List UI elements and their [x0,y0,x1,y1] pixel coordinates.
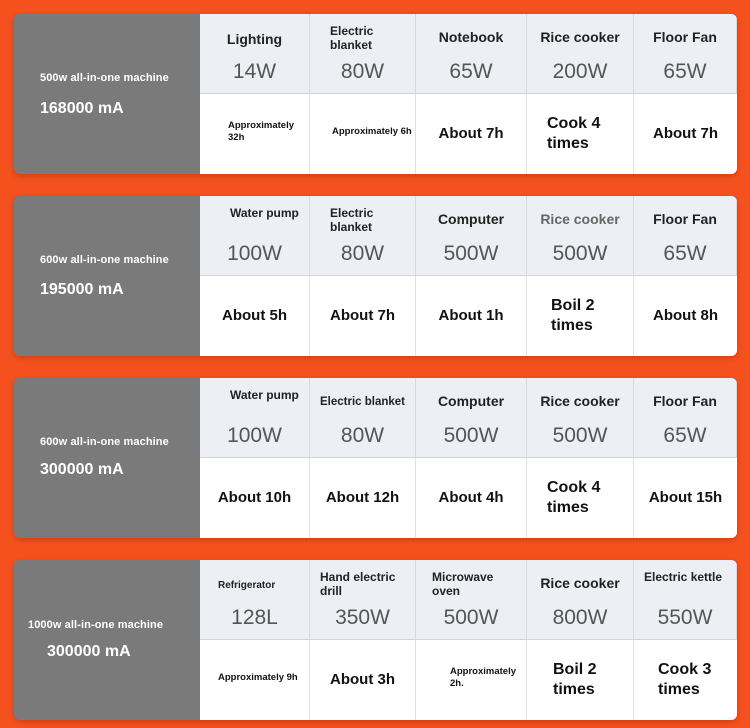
capacity-card [14,378,737,538]
device-runtime-cell [310,640,416,720]
capacity-card [14,14,737,174]
device-header [527,378,634,458]
device-runtime: About 7h [438,125,504,142]
device-header [310,560,416,640]
device-power: 550W [657,606,713,629]
device-runtime-cell [527,458,634,538]
device-header [200,196,310,276]
device-power: 80W [340,242,385,265]
device-header [634,378,737,458]
device-runtime: Cook 4 times [547,479,601,516]
device-power: 80W [340,60,385,83]
machine-model: 500w all-in-one machine [40,72,169,84]
device-grid [200,560,737,720]
machine-label-panel [14,378,200,538]
device-header [634,196,737,276]
device-runtime-cell [527,640,634,720]
device-header [310,196,416,276]
device-power: 350W [335,606,390,629]
battery-capacity: 300000 mA [40,461,124,478]
device-runtime: About 10h [217,489,292,506]
device-power: 65W [663,60,707,83]
machine-model: 1000w all-in-one machine [28,619,164,631]
device-name: Water pump [230,388,299,402]
device-runtime: Boil 2 times [553,661,597,698]
device-runtime: Approximately 2h. [450,666,516,689]
device-runtime: About 12h [325,489,400,506]
device-runtime: About 8h [653,307,718,324]
device-runtime-cell [416,640,527,720]
device-grid [200,14,737,174]
device-runtime-cell [416,458,527,538]
device-name: Computer [437,393,505,409]
device-runtime: Approximately 32h [228,120,294,143]
device-power: 100W [227,424,282,447]
device-runtime: About 4h [438,489,504,506]
device-power: 500W [552,242,608,265]
device-power: 65W [663,242,707,265]
device-runtime-cell [634,458,737,538]
device-header [416,560,527,640]
device-header [634,14,737,94]
device-runtime: Approximately 6h [332,126,412,137]
device-name: Electric blanket [330,206,374,234]
device-name: Hand electric drill [320,570,396,598]
device-header [310,378,416,458]
device-runtime: About 5h [222,307,287,324]
device-name: Microwave oven [432,570,494,598]
device-runtime-cell [527,276,634,356]
device-header [527,14,634,94]
battery-capacity: 168000 mA [40,100,124,117]
device-grid [200,378,737,538]
device-runtime: About 3h [330,671,395,688]
device-name: Electric blanket [330,24,374,52]
device-runtime-cell [310,276,416,356]
device-runtime: About 7h [330,307,395,324]
device-runtime-cell [310,458,416,538]
device-power: 80W [340,424,385,447]
device-name: Rice cooker [540,29,620,45]
device-power: 800W [552,606,608,629]
device-runtime: Approximately 9h [218,672,298,683]
device-header [634,560,737,640]
device-runtime: About 7h [653,125,718,142]
device-runtime: About 15h [648,489,723,506]
device-power: 128L [231,606,278,629]
battery-capacity: 195000 mA [40,281,124,298]
device-header [200,14,310,94]
device-header [527,196,634,276]
device-header [416,196,527,276]
device-header [200,560,310,640]
device-power: 500W [443,242,499,265]
device-runtime-cell [527,94,634,174]
device-runtime-cell [310,94,416,174]
machine-model: 600w all-in-one machine [40,436,169,448]
device-runtime-cell [200,276,310,356]
device-name: Computer [437,211,505,227]
device-power: 500W [443,606,499,629]
device-name: Floor Fan [653,393,717,409]
device-runtime-cell [416,94,527,174]
device-name: Rice cooker [540,393,620,409]
device-runtime-cell [200,458,310,538]
device-power: 500W [443,424,499,447]
device-header [200,378,310,458]
device-name: Floor Fan [653,211,717,227]
device-header [527,560,634,640]
device-power: 100W [227,242,282,265]
battery-capacity: 300000 mA [47,643,131,660]
device-name: Electric kettle [644,570,723,584]
device-power: 14W [232,60,277,83]
device-runtime-cell [416,276,527,356]
device-runtime-cell [634,640,737,720]
device-runtime-cell [200,640,310,720]
machine-label-panel [14,196,200,356]
device-name: Rice cooker [540,211,620,227]
device-power: 65W [663,424,707,447]
device-name: Electric blanket [320,396,406,408]
device-power: 500W [552,424,608,447]
device-header [310,14,416,94]
machine-label-panel [14,14,200,174]
device-runtime-cell [634,276,737,356]
capacity-card [14,560,737,720]
device-name: Refrigerator [218,580,276,591]
device-header [416,14,527,94]
machine-model: 600w all-in-one machine [40,254,169,266]
machine-label-panel [14,560,200,720]
device-runtime: Boil 2 times [551,297,595,334]
device-name: Lighting [226,31,283,47]
capacity-card [14,196,737,356]
device-runtime-cell [200,94,310,174]
device-runtime-cell [634,94,737,174]
device-runtime: Cook 4 times [547,115,601,152]
device-runtime: Cook 3 times [658,661,712,698]
device-name: Water pump [230,206,299,220]
device-power: 200W [552,60,608,83]
device-header [416,378,527,458]
device-grid [200,196,737,356]
device-name: Floor Fan [653,29,717,45]
device-name: Rice cooker [540,575,620,591]
device-name: Notebook [438,29,504,45]
device-runtime: About 1h [438,307,504,324]
device-power: 65W [449,60,493,83]
